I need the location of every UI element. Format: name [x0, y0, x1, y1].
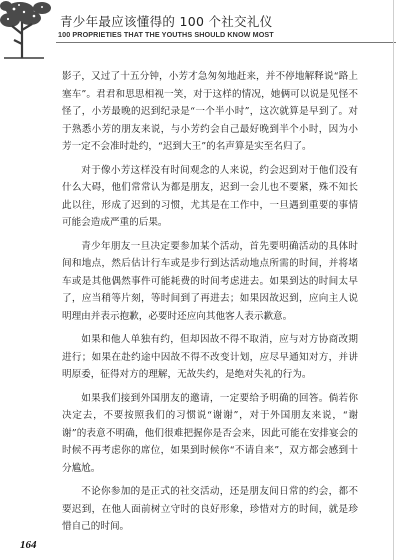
paragraph: 青少年朋友一旦决定要参加某个活动，首先要明确活动的具体时间和地点，然后估计行车或是步行到达活动地点所需的时间，并将堵车或是其他偶然事件可能耗费的时间考虑进去。如果到达的时间太早了，应当稍等片刻，等时间到了再进去；如果因故迟到，应向主人说明理由并表示抱歉，必要时还应向其他客人表示歉意。 [62, 240, 358, 322]
page-number: 164 [20, 539, 37, 551]
paragraph: 影子，又过了十五分钟，小芳才急匆匆地赶来，并不停地解释说“路上塞车”。君君和思思相视一笑，对于这样的情况，她俩可以说是见怪不怪了，小芳最晚的迟到纪录是“一个半小时”，这次就算是早到了。对于熟悉小芳的朋友来说，与小芳约会自己最好晚到半个小时，因为小芳一定不会准时赴约，“迟到大王”的名声算是实至名归了。 [62, 71, 358, 152]
paragraph: 不论你参加的是正式的社交活动，还是朋友间日常的约会，都不要迟到，在他人面前树立守时的良好形象，珍惜对方的时间，就是珍惜自己的时间。 [62, 486, 358, 532]
page-edge-line [393, 0, 394, 560]
body-text [62, 68, 358, 536]
paragraph: 如果和他人单独有约，但却因故不得不取消，应与对方协商改期进行；如果在赴约途中因故不得不改变计划，应尽早通知对方，并讲明原委，征得对方的理解，无故失约，是绝对失礼的行为。 [62, 334, 358, 380]
paragraph: 对于像小芳这样没有时间观念的人来说，约会迟到对于他们没有什么大碍，他们常常认为都是朋友，迟到一会儿也不要紧，殊不知长此以往，形成了迟到的习惯，尤其是在工作中，一旦遇到重要的事情可能会造成严重的后果。 [62, 164, 358, 228]
tree-decoration-icon [0, 0, 64, 60]
paragraph: 如果我们接到外国朋友的邀请，一定要给予明确的回答。倘若你决定去，不要按照我们的习惯说“谢谢”，对于外国朋友来说，“谢谢”的表意不明确，他们很难把握你是否会来，因此可能在安排宴会的时候不再考虑你的席位，如果到时候你“不请自来”，双方都会感到十分尴尬。 [62, 392, 358, 474]
header-title: 青少年最应该懂得的 100 个社交礼仪 [60, 14, 273, 29]
header-subtitle: 100 PROPRIETIES THAT THE YOUTHS SHOULD KNOW MOST [58, 30, 274, 39]
header-divider [56, 42, 396, 43]
